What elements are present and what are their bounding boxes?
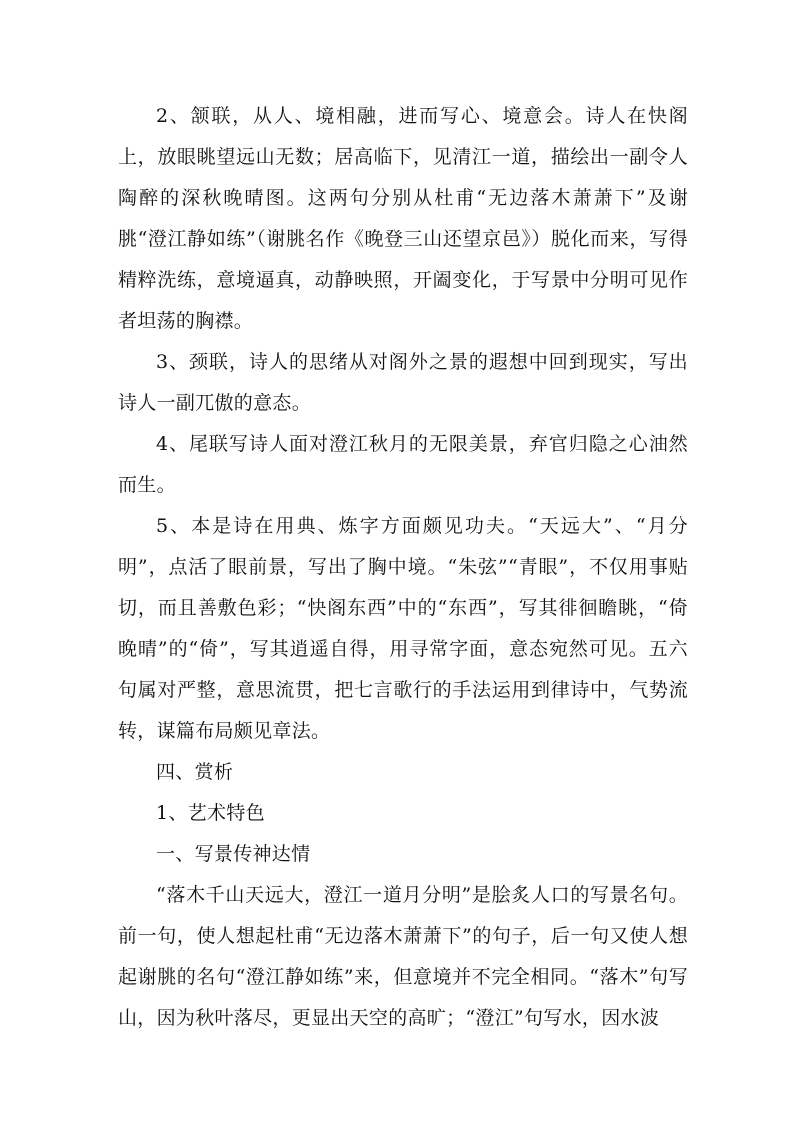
paragraph-couplet-2: 2、颔联，从人、境相融，进而写心、境意会。诗人在快阁上，放眼眺望远山无数；居高临下，见清江一道，描绘出一副令人陶醉的深秋晚晴图。这两句分别从杜甫“无边落木萧萧下”及谢朓“澄江静如练”（谢朓名作《晚登三山还望京邑》）脱化而来，写得精粹洗练，意境逼真，动静映照，开阖变化，于写景中分明可见作者坦荡的胸襟。 [118, 105, 688, 332]
paragraph-couplet-4: 4、尾联写诗人面对澄江秋月的无限美景，弃官归隐之心油然而生。 [118, 433, 688, 496]
subsection-heading-art-features: 1、艺术特色 [156, 802, 265, 824]
paragraph-couplet-3: 3、颈联，诗人的思绪从对阁外之景的遐想中回到现实，写出诗人一副兀傲的意态。 [118, 351, 688, 414]
section-heading-appreciation: 四、赏析 [156, 761, 234, 783]
document-body [118, 96, 688, 1039]
paragraph-point-5: 5、本是诗在用典、炼字方面颇见功夫。“天远大”、“月分明”，点活了眼前景，写出了胸中境。“朱弦”“青眼”，不仅用事贴切，而且善敷色彩；“快阁东西”中的“东西”，写其徘徊瞻眺，“倚晚晴”的“倚”，写其逍遥自得，用寻常字面，意态宛然可见。五六句属对严整，意思流贯，把七言歌行的手法运用到律诗中，气势流转，谋篇布局颇见章法。 [118, 515, 688, 742]
paragraph-scenery-analysis: “落木千山天远大，澄江一道月分明”是脍炙人口的写景名句。前一句，使人想起杜甫“无边落木萧萧下”的句子，后一句又使人想起谢朓的名句“澄江静如练”来，但意境并不完全相同。“落木”句写山，因为秋叶落尽，更显出天空的高旷；“澄江”句写水，因水波 [118, 884, 688, 1029]
subsection-heading-scenery: 一、写景传神达情 [156, 843, 311, 865]
